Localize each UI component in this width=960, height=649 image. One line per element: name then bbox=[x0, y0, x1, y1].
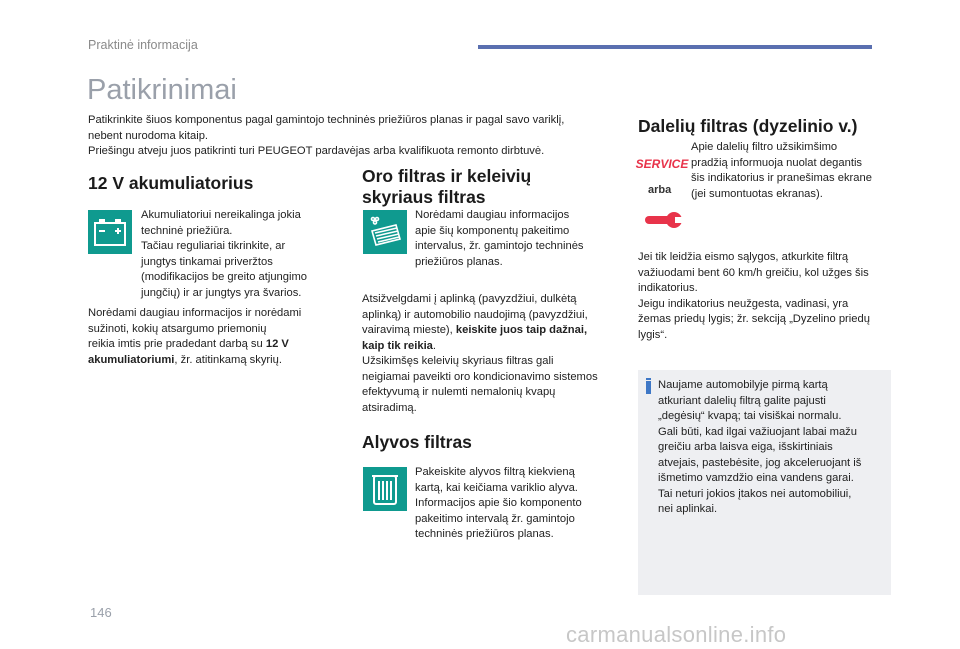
intro-line: Patikrinkite šiuos komponentus pagal gamintojo techninės priežiūros planas ir pagal savo variklį, bbox=[88, 114, 565, 126]
battery-line: jungtys tinkamai priveržtos bbox=[141, 255, 273, 268]
cabin-advice-line: aplinką) ir automobilio naudojimą (pavyzdžiui, bbox=[362, 308, 588, 321]
wrench-icon bbox=[636, 205, 688, 235]
cabin-advice-line: kaip tik reikia. bbox=[362, 339, 437, 352]
particle-filter-text bbox=[691, 140, 891, 202]
particle-line: šis indikatorius ir pranešimas ekrane bbox=[691, 172, 872, 184]
particle-filter-heading: Dalelių filtras (dyzelinio v.) bbox=[638, 116, 858, 136]
battery-info-line: reikia imtis prie pradedant darbą su 12 V bbox=[88, 338, 289, 350]
oil-line: techninės priežiūros planas. bbox=[415, 528, 554, 540]
cabin-advice-line: neigiamai paveikti oro kondicionavimo sistemos bbox=[362, 370, 598, 383]
intro-line: nebent nurodoma kitaip. bbox=[88, 129, 209, 142]
particle-filter-advice bbox=[638, 250, 898, 343]
battery-line: techninė priežiūra. bbox=[141, 224, 233, 237]
or-label: arba bbox=[648, 184, 672, 196]
oil-line: kartą, kai keičiama variklio alyva. bbox=[415, 481, 578, 494]
cabin-line: intervalus, žr. gamintojo techninės bbox=[415, 240, 584, 252]
page-title: Patikrinimai bbox=[87, 74, 237, 106]
oil-filter-heading: Alyvos filtras bbox=[362, 432, 472, 452]
section-header: Praktinė informacija bbox=[88, 38, 198, 52]
info-icon-bar bbox=[646, 381, 651, 394]
cabin-advice-line: Užsikimšęs keleivių skyriaus filtras gali bbox=[362, 355, 554, 367]
cabin-line: Norėdami daugiau informacijos bbox=[415, 209, 570, 221]
note-line: nei aplinkai. bbox=[658, 503, 718, 515]
page-number: 146 bbox=[90, 605, 112, 620]
battery-line: Tačiau reguliariai tikrinkite, ar bbox=[141, 240, 286, 252]
particle-line: pradžią informuoja nuolat degantis bbox=[691, 156, 863, 169]
intro-text bbox=[88, 113, 618, 160]
note-line: Gali būti, kad ilgai važiuojant labai mažu bbox=[658, 425, 857, 438]
particle-advice-line: žemas priedų lygis; žr. sekciją „Dyzelino priedų bbox=[638, 313, 870, 325]
cabin-advice-line: atsiradimą. bbox=[362, 401, 417, 414]
note-line: Tai neturi jokios įtakos nei automobiliui, bbox=[658, 487, 852, 500]
particle-advice-line: Jei tik leidžia eismo sąlygos, atkurkite filtrą bbox=[638, 251, 849, 263]
battery-info-line: akumuliatoriumi, žr. atitinkamą skyrių. bbox=[88, 353, 282, 366]
particle-advice-line: Jeigu indikatorius neužgesta, vadinasi, yra bbox=[638, 297, 849, 310]
note-line: išmetimo vamzdžio eina vandens garai. bbox=[658, 472, 854, 484]
battery-line: (modifikacijos be greito atjungimo bbox=[141, 271, 308, 283]
particle-advice-line: lygis“. bbox=[638, 328, 668, 341]
cabin-advice-line: vairavimą mieste), keiskite juos taip dažnai, bbox=[362, 324, 588, 336]
cabin-filter-heading: Oro filtras ir keleivių skyriaus filtras bbox=[362, 166, 532, 207]
service-label: SERVICE bbox=[635, 157, 689, 171]
note-line: Naujame automobilyje pirmą kartą bbox=[658, 379, 828, 391]
note-line: atkuriant dalelių filtrą galite pajusti bbox=[658, 394, 826, 407]
note-line: atvejais, pastebėsite, jog akceleruojant iš bbox=[658, 456, 862, 469]
battery-line: Akumuliatoriui nereikalinga jokia bbox=[141, 209, 301, 221]
oil-line: pakeitimo intervalą žr. gamintojo bbox=[415, 512, 575, 525]
particle-advice-line: važiuodami bent 60 km/h greičiu, kol užges šis bbox=[638, 266, 869, 279]
cabin-filter-text bbox=[415, 208, 615, 270]
particle-line: Apie dalelių filtro užsikimšimo bbox=[691, 141, 838, 153]
cabin-filter-advice bbox=[362, 292, 622, 416]
oil-line: Informacijos apie šio komponento bbox=[415, 497, 582, 509]
service-warning-icon bbox=[635, 152, 689, 176]
battery-heading: 12 V akumuliatorius bbox=[88, 173, 254, 193]
cabin-line: priežiūros planas. bbox=[415, 255, 503, 268]
air-filter-icon bbox=[363, 210, 407, 254]
particle-line: (jei sumontuotas ekranas). bbox=[691, 187, 823, 200]
battery-line: jungčių) ir ar jungtys yra švarios. bbox=[141, 286, 302, 299]
intro-line: Priešingu atveju juos patikrinti turi PEUGEOT pardavėjas arba kvalifikuota remonto dirbtuvė. bbox=[88, 145, 545, 157]
oil-line: Pakeiskite alyvos filtrą kiekvieną bbox=[415, 466, 575, 478]
battery-info-line: Norėdami daugiau informacijos ir norėdami bbox=[88, 307, 302, 319]
battery-more-info bbox=[88, 306, 338, 368]
oil-filter-text bbox=[415, 465, 615, 543]
battery-text bbox=[141, 208, 331, 301]
battery-info-line: sužinoti, kokių atsargumo priemonių bbox=[88, 322, 267, 335]
cabin-advice-line: efektyvumą ir nulemti nemalonių kvapų bbox=[362, 386, 556, 398]
battery-icon bbox=[88, 210, 132, 254]
note-line: greičiu arba laisva eiga, išskirtiniais bbox=[658, 441, 833, 453]
cabin-line: apie šių komponentų pakeitimo bbox=[415, 224, 570, 237]
header-rule bbox=[478, 45, 872, 49]
cabin-advice-line: Atsižvelgdami į aplinką (pavyzdžiui, dulkėtą bbox=[362, 293, 577, 305]
info-icon bbox=[646, 378, 651, 380]
note-line: „degėsių“ kvapą; tai visiškai normalu. bbox=[658, 410, 842, 422]
watermark: carmanualsonline.info bbox=[566, 622, 787, 647]
particle-advice-line: indikatorius. bbox=[638, 282, 698, 294]
info-note-text bbox=[658, 378, 888, 518]
oil-filter-icon bbox=[363, 467, 407, 511]
